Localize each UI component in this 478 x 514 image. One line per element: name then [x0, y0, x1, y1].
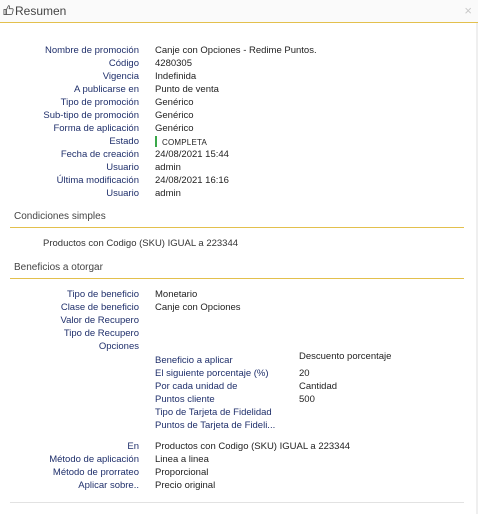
- field-value: 24/08/2021 15:44: [155, 149, 229, 160]
- field-value: Monetario: [155, 289, 198, 300]
- option-value: Descuento porcentaje: [299, 351, 392, 362]
- dialog-title: Resumen: [15, 4, 67, 18]
- status-value: [155, 136, 207, 148]
- field-value: Proporcional: [155, 467, 209, 478]
- field-label: Método de aplicación: [49, 454, 139, 465]
- field-value: Linea a linea: [155, 454, 209, 465]
- field-label: Tipo de beneficio: [66, 289, 139, 300]
- field-label: Aplicar sobre..: [78, 480, 139, 491]
- thumbs-up-icon: [3, 4, 14, 16]
- option-value: 20: [299, 368, 310, 379]
- field-label: Fecha de creación: [60, 149, 139, 160]
- field-value: Genérico: [155, 110, 194, 121]
- status-badge: COMPLETA: [162, 138, 208, 147]
- field-label: Sub-tipo de promoción: [43, 110, 139, 121]
- field-label: Usuario: [106, 188, 139, 199]
- option-label: Puntos de Tarjeta de Fideli...: [155, 420, 276, 431]
- section-beneficios: [10, 261, 464, 279]
- summary-content: [0, 23, 478, 514]
- status-indicator: [155, 136, 157, 147]
- field-label: Usuario: [106, 162, 139, 173]
- section-condiciones-simples: [10, 210, 464, 228]
- option-value: 500: [299, 394, 315, 405]
- option-label: Por cada unidad de: [155, 381, 238, 392]
- option-label: El siguiente porcentaje (%): [155, 368, 269, 379]
- condition-text: Productos con Codigo (SKU) IGUAL a 223344: [43, 238, 239, 249]
- option-value: Cantidad: [299, 381, 338, 392]
- option-label: Puntos cliente: [155, 394, 215, 405]
- field-value: Punto de venta: [155, 84, 219, 95]
- field-label: A publicarse en: [74, 84, 139, 95]
- divider: [10, 502, 464, 503]
- field-value: Genérico: [155, 97, 194, 108]
- field-label: Forma de aplicación: [53, 123, 139, 134]
- section-title: Beneficios a otorgar: [14, 262, 103, 273]
- section-title: Condiciones simples: [14, 211, 106, 222]
- field-value: admin: [155, 162, 181, 173]
- field-label: Clase de beneficio: [60, 302, 139, 313]
- field-label: Tipo de promoción: [60, 97, 139, 108]
- field-value: Genérico: [155, 123, 194, 134]
- field-value: Canje con Opciones - Redime Puntos.: [155, 45, 317, 56]
- field-value: 24/08/2021 16:16: [155, 175, 229, 186]
- field-label: Estado: [109, 136, 139, 147]
- field-label: Valor de Recupero: [60, 315, 139, 326]
- field-label: Opciones: [98, 341, 139, 352]
- field-label: Nombre de promoción: [45, 45, 139, 56]
- field-value: admin: [155, 188, 181, 199]
- field-value: Productos con Codigo (SKU) IGUAL a 223344: [155, 441, 351, 452]
- option-label: Tipo de Tarjeta de Fidelidad: [155, 407, 272, 418]
- field-value: 4280305: [155, 58, 192, 69]
- option-label: Beneficio a aplicar: [155, 355, 233, 366]
- close-icon[interactable]: ×: [464, 3, 472, 18]
- field-label: Última modificación: [56, 175, 139, 186]
- field-value: Precio original: [155, 480, 216, 491]
- field-label: Código: [108, 58, 139, 69]
- field-label: Vigencia: [102, 71, 139, 82]
- dialog-titlebar: [0, 0, 478, 23]
- field-label: En: [127, 441, 139, 452]
- field-value: Indefinida: [155, 71, 197, 82]
- field-label: Método de prorrateo: [52, 467, 139, 478]
- field-value: Canje con Opciones: [155, 302, 241, 313]
- field-label: Tipo de Recupero: [63, 328, 139, 339]
